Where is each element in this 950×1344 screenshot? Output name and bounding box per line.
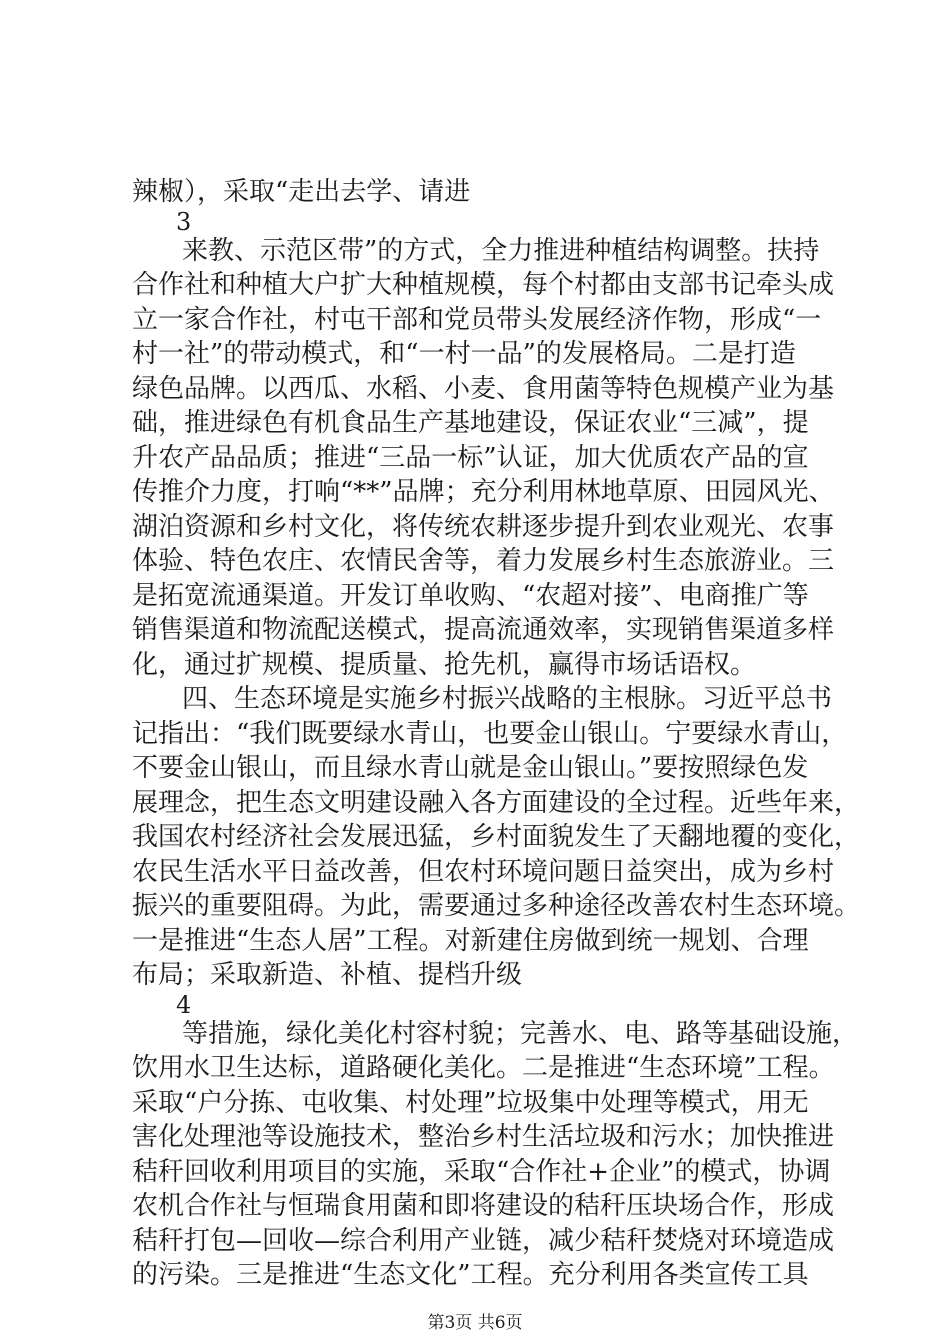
text-line: 振兴的重要阻碍。为此，需要通过多种途径改善农村生态环境。 <box>132 891 861 921</box>
text-line: 立一家合作社，村屯干部和党员带头发展经济作物，形成“一 <box>132 304 822 335</box>
text-line: 湖泊资源和乡村文化，将传统农耕逐步提升到农业观光、农事 <box>132 511 835 542</box>
text-line: 的污染。三是推进“生态文化”工程。充分利用各类宣传工具 <box>132 1260 809 1290</box>
page-footer: 第3页 共6页 <box>427 1313 523 1333</box>
text-line: 础，推进绿色有机食品生产基地建设，保证农业“三减”，提 <box>132 408 809 438</box>
text-line: 采取“户分拣、屯收集、村处理”垃圾集中处理等模式，用无 <box>132 1087 809 1118</box>
text-line: 来教、示范区带”的方式，全力推进种植结构调整。扶持 <box>182 235 820 266</box>
text-line: 不要金山银山，而且绿水青山就是金山银山。”要按照绿色发 <box>132 753 809 783</box>
source-page-number: 4 <box>176 990 192 1019</box>
text-line: 记指出：“我们既要绿水青山，也要金山银山。宁要绿水青山， <box>132 718 848 749</box>
text-line: 秸秆回收利用项目的实施，采取“合作社+企业”的模式，协调 <box>132 1156 831 1187</box>
text-line: 布局；采取新造、补植、提档升级 <box>132 960 523 990</box>
text-line: 辣椒），采取“走出去学、请进 <box>132 177 471 207</box>
text-line: 四、生态环境是实施乡村振兴战略的主根脉。习近平总书 <box>182 684 833 714</box>
text-line: 一是推进“生态人居”工程。对新建住房做到统一规划、合理 <box>132 925 809 956</box>
text-line: 绿色品牌。以西瓜、水稻、小麦、食用菌等特色规模产业为基 <box>132 373 835 404</box>
text-line: 是拓宽流通渠道。开发订单收购、“农超对接”、电商推广等 <box>132 580 809 611</box>
text-line: 体验、特色农庄、农情民舍等，着力发展乡村生态旅游业。三 <box>132 546 835 576</box>
text-line: 农民生活水平日益改善，但农村环境问题日益突出，成为乡村 <box>132 856 835 887</box>
text-line: 销售渠道和物流配送模式，提高流通效率，实现销售渠道多样 <box>132 615 835 645</box>
text-line: 合作社和种植大户扩大种植规模，每个村都由支部书记牵头成 <box>132 270 835 300</box>
text-line: 化，通过扩规模、提质量、抢先机，赢得市场话语权。 <box>132 649 757 680</box>
text-line: 农机合作社与恒瑞食用菌和即将建设的秸秆压块场合作，形成 <box>132 1191 835 1221</box>
text-line: 村一社”的带动模式，和“一村一品”的发展格局。二是打造 <box>132 339 796 369</box>
text-line: 展理念，把生态文明建设融入各方面建设的全过程。近些年来， <box>132 787 861 818</box>
text-line: 害化处理池等设施技术，整治乡村生活垃圾和污水；加快推进 <box>132 1122 835 1152</box>
text-line: 饮用水卫生达标，道路硬化美化。二是推进“生态环境”工程。 <box>132 1053 835 1083</box>
text-line: 我国农村经济社会发展迅猛，乡村面貌发生了天翻地覆的变化， <box>132 822 861 852</box>
text-line: 等措施，绿化美化村容村貌；完善水、电、路等基础设施， <box>182 1018 859 1049</box>
source-page-number: 3 <box>176 207 192 236</box>
text-line: 升农产品品质；推进“三品一标”认证，加大优质农产品的宣 <box>132 442 809 473</box>
text-line: 传推介力度，打响“**”品牌；充分利用林地草原、田园风光、 <box>132 477 835 507</box>
text-line: 秸秆打包—回收—综合利用产业链，减少秸秆焚烧对环境造成 <box>132 1225 835 1256</box>
